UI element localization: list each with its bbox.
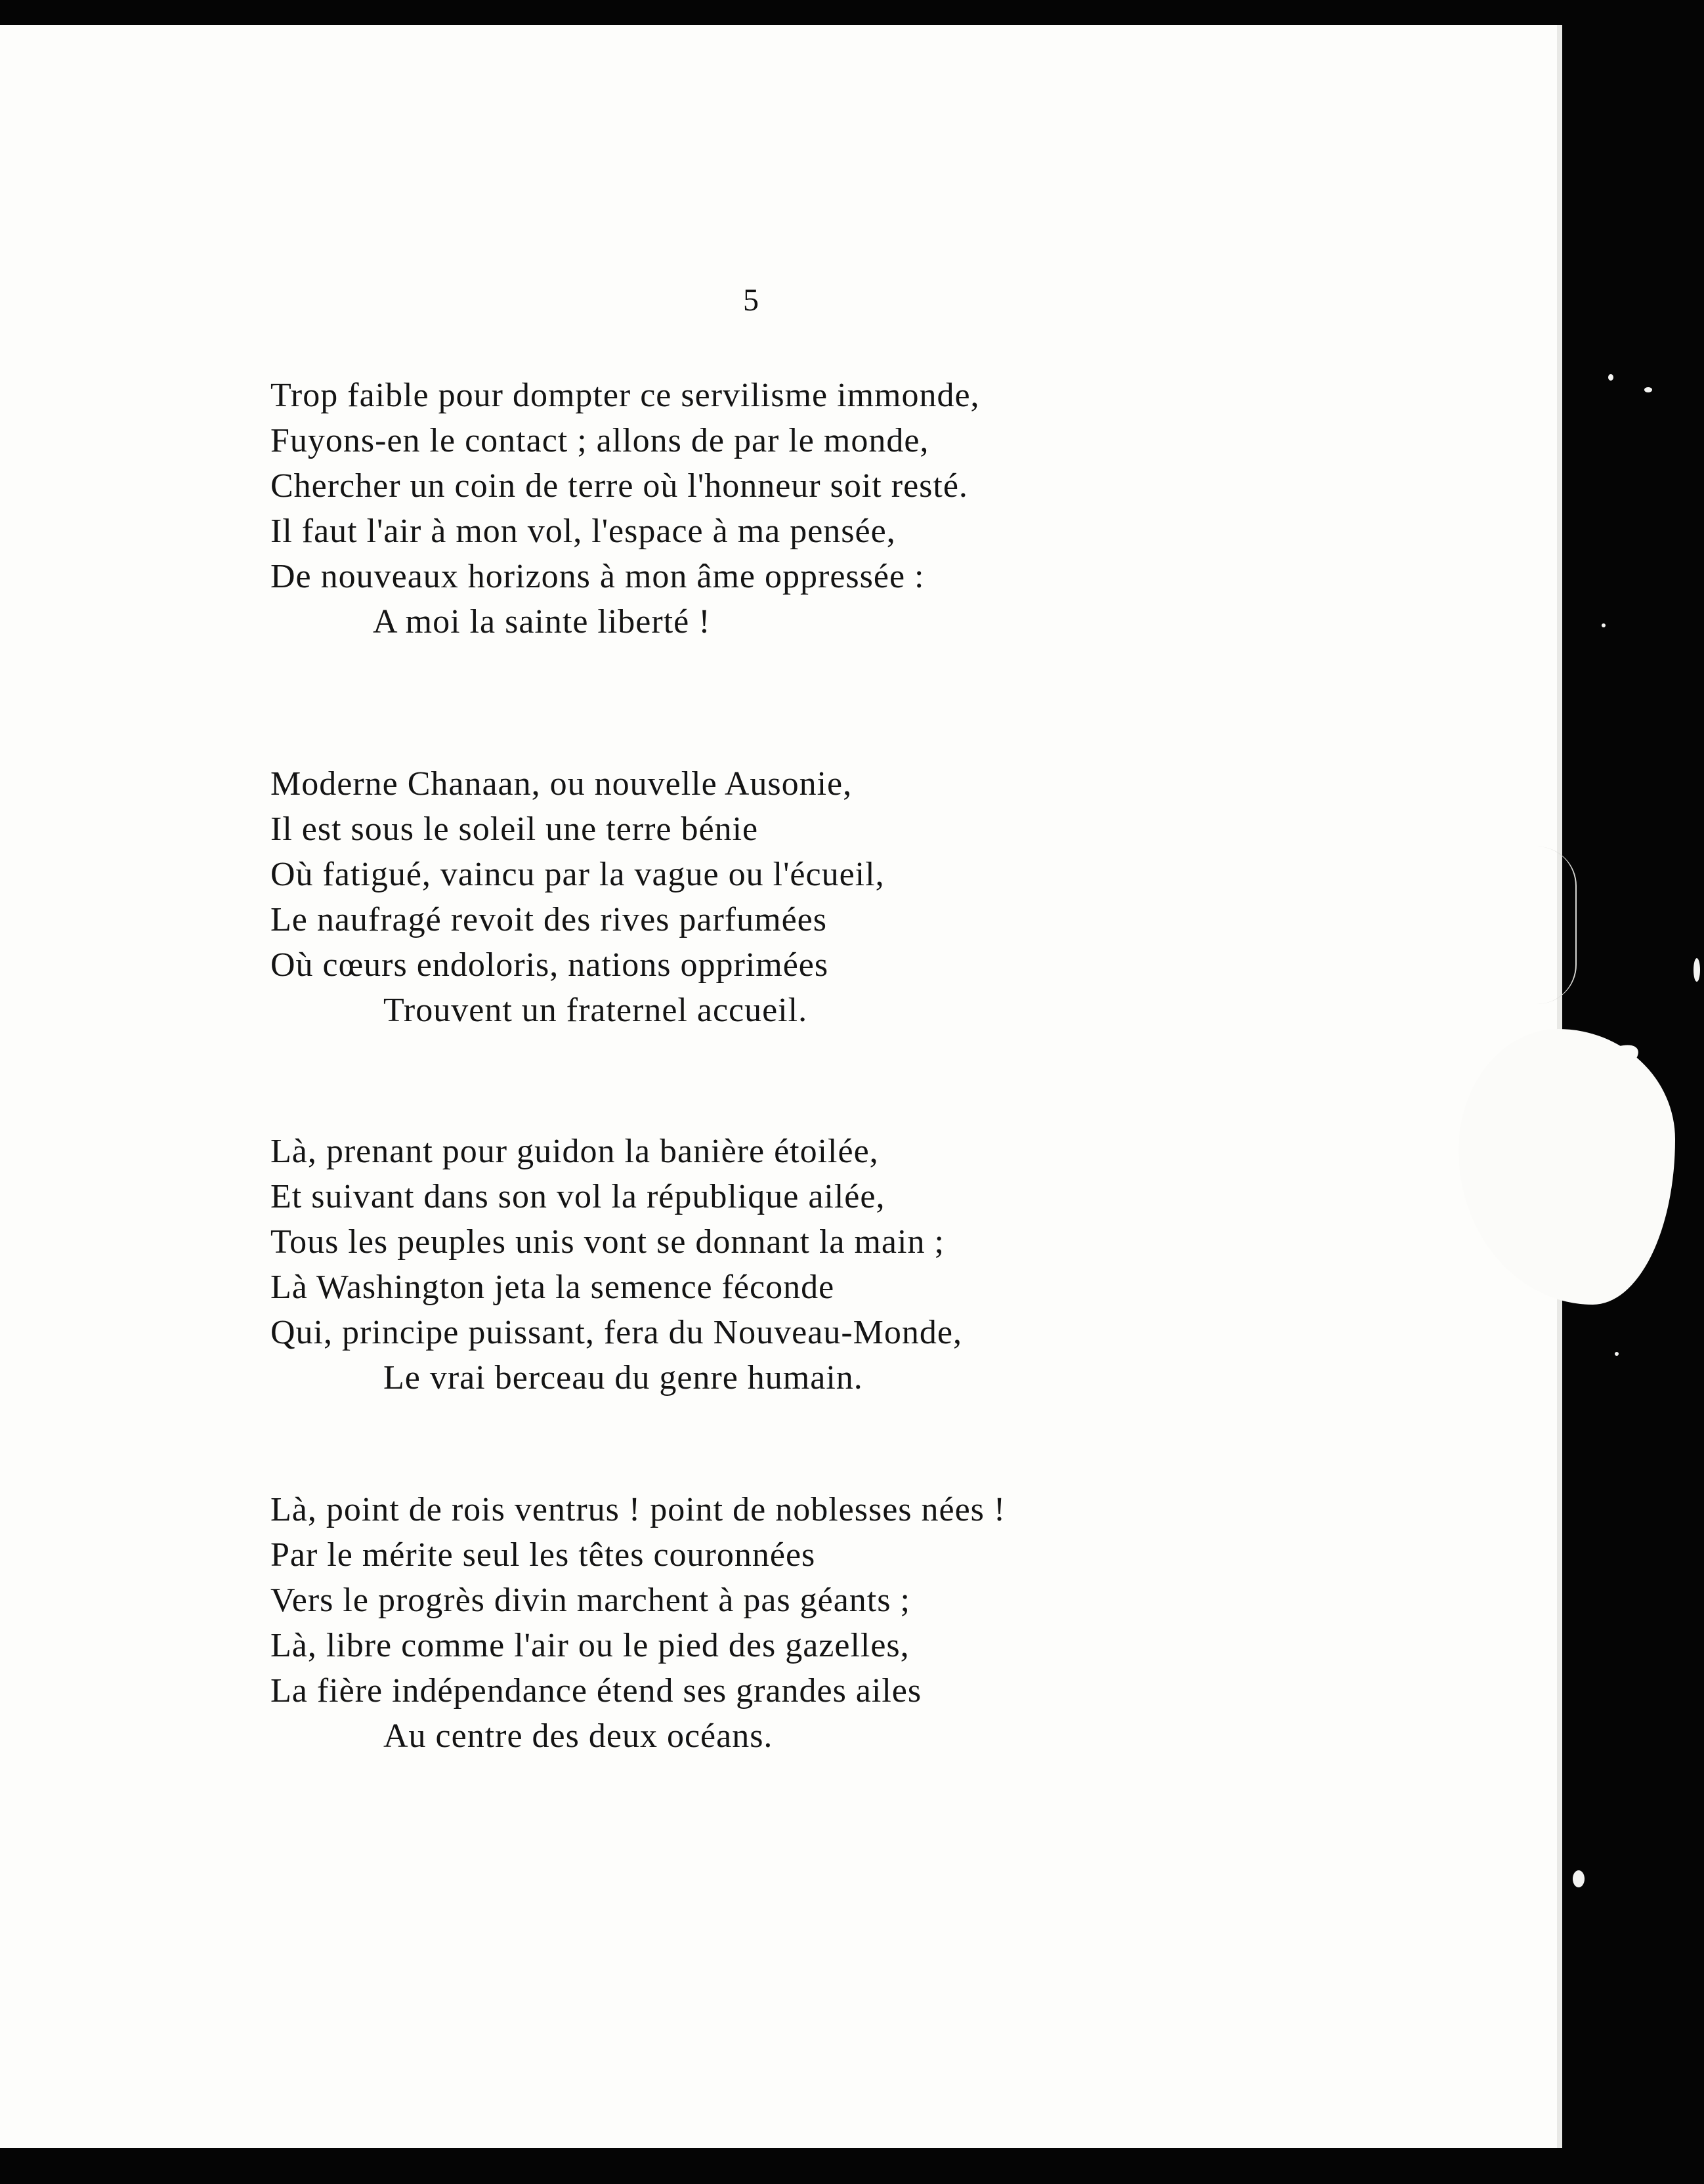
scan-speck: [1573, 1870, 1585, 1887]
poem: [0, 25, 1557, 2148]
scan-speck: [1602, 623, 1606, 627]
verse-line: Le naufragé revoit des rives parfumées: [270, 901, 827, 938]
verse-line: Par le mérite seul les têtes couronnées: [270, 1536, 816, 1574]
verse-line: Où fatigué, vaincu par la vague ou l'écueil,: [270, 856, 885, 893]
paper-crease: [1536, 847, 1577, 1004]
verse-refrain-line: Au centre des deux océans.: [383, 1717, 773, 1755]
verse-line: Trop faible pour dompter ce servilisme immonde,: [270, 377, 980, 414]
verse-line: Là Washington jeta la semence féconde: [270, 1269, 835, 1306]
book-page: [0, 25, 1557, 2148]
verse-line: Tous les peuples unis vont se donnant la main ;: [270, 1223, 945, 1261]
verse-line: Il est sous le soleil une terre bénie: [270, 810, 759, 848]
verse-refrain-line: Trouvent un fraternel accueil.: [383, 992, 808, 1029]
verse-line: Chercher un coin de terre où l'honneur soit resté.: [270, 467, 968, 505]
scan-speck: [1644, 387, 1652, 392]
verse-line: Là, point de rois ventrus ! point de noblesses nées !: [270, 1491, 1006, 1528]
verse-line: Fuyons-en le contact ; allons de par le monde,: [270, 422, 929, 459]
verse-line: De nouveaux horizons à mon âme oppressée :: [270, 558, 925, 595]
verse-line: La fière indépendance étend ses grandes ailes: [270, 1672, 922, 1710]
verse-refrain-line: Le vrai berceau du genre humain.: [383, 1359, 863, 1396]
verse-line: Moderne Chanaan, ou nouvelle Ausonie,: [270, 765, 853, 803]
page-number: 5: [743, 283, 759, 318]
verse-line: Là, prenant pour guidon la banière étoilée,: [270, 1133, 879, 1170]
scan-speck: [1608, 374, 1613, 381]
stanza-4: [270, 1487, 1189, 1759]
verse-line: Vers le progrès divin marchent à pas géants ;: [270, 1582, 910, 1619]
stanza-3: [270, 1129, 1189, 1400]
verse-line: Il faut l'air à mon vol, l'espace à ma pensée,: [270, 513, 896, 550]
verse-line: Qui, principe puissant, fera du Nouveau-Monde,: [270, 1314, 962, 1351]
verse-line: Là, libre comme l'air ou le pied des gazelles,: [270, 1627, 910, 1664]
stanza-2: [270, 761, 1189, 1033]
verse-line: Et suivant dans son vol la république ailée,: [270, 1178, 885, 1215]
scan-speck: [1615, 1352, 1619, 1356]
stanza-1: [270, 373, 1189, 644]
verse-line: Où cœurs endoloris, nations opprimées: [270, 946, 829, 984]
scan-speck: [1693, 958, 1700, 982]
verse-refrain-line: A moi la sainte liberté !: [373, 603, 711, 640]
